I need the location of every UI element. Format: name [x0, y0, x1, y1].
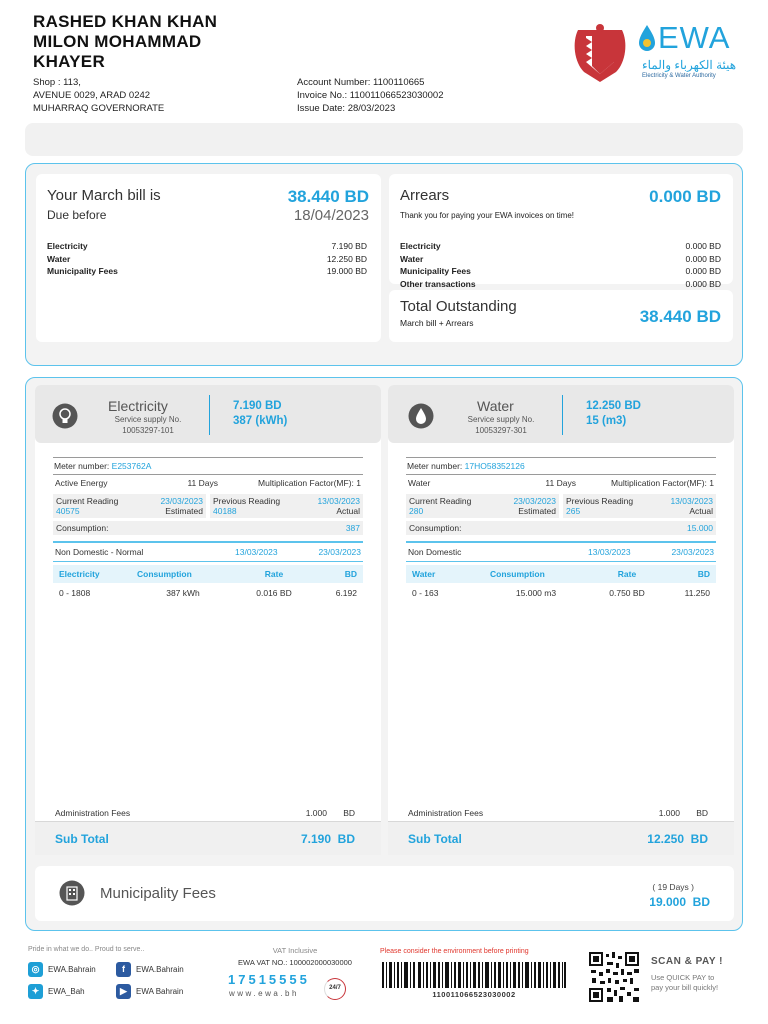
- electricity-subtotal: [35, 821, 381, 855]
- slogan: Pride in what we do.. Proud to serve..: [28, 946, 145, 953]
- customer-name-line: MILON MOHAMMAD: [33, 32, 202, 51]
- admin-fees-row: Administration Fees 1.000 BD: [408, 808, 708, 818]
- logo-arabic: هيئة الكهرباء والماء: [642, 58, 737, 72]
- tariff-table-header: Electricity Consumption Rate BD: [53, 565, 363, 583]
- details-panel: [25, 377, 743, 931]
- customer-name: [33, 12, 217, 72]
- barcode: [382, 962, 566, 988]
- water-title: Water: [477, 398, 514, 414]
- subtotal-amount: 7.190 BD: [300, 832, 355, 846]
- municipality-days: ( 19 Days ): [652, 882, 694, 892]
- arrears-card: [389, 174, 733, 289]
- lightbulb-icon: [52, 403, 78, 429]
- account-number: Account Number: 1100110665: [297, 77, 425, 88]
- water-drop-icon: [638, 24, 656, 52]
- summary-panel: [25, 163, 743, 366]
- address-line: MUHARRAQ GOVERNORATE: [33, 103, 165, 114]
- service-number: 10053297-101: [122, 426, 174, 435]
- youtube-icon: ▶: [116, 984, 131, 999]
- electricity-meter-section: Meter number: E253762A Active Energy 11 Days Multiplication Factor(MF): 1 Current Reading 23/03/2023 40575 Estimated Previous Reading 13/03/2023 40188 Actual Consumption: 387 Non Domestic - Normal 13/03/2023 23/03/2023 Electricity Consumption Rate BD 0 - 1808 387 kWh 0.016 BD 6.192: [53, 457, 363, 603]
- municipality-title: Municipality Fees: [100, 885, 216, 902]
- electricity-header: [35, 385, 381, 443]
- admin-fees-row: Administration Fees 1.000 BD: [55, 808, 355, 818]
- bahrain-emblem-icon: [570, 22, 630, 86]
- water-card: [388, 385, 734, 855]
- notice-bar: [25, 123, 743, 156]
- electricity-amount: 7.190 BD: [233, 400, 282, 412]
- bill-title: Your March bill is: [47, 187, 161, 204]
- due-label: Due before: [47, 208, 107, 222]
- current-bill-card: [36, 174, 381, 342]
- scan-pay-subtitle: Use QUICK PAY to: [651, 973, 715, 982]
- municipality-amount: 19.000 BD: [649, 895, 710, 909]
- readings-row: Current Reading 23/03/2023 280 Estimated Previous Reading 13/03/2023 265 Actual: [406, 494, 716, 518]
- due-date: 18/04/2023: [293, 207, 369, 224]
- social-link-instagram[interactable]: ◎ EWA.Bahrain: [28, 962, 96, 977]
- breakdown-row: Municipality Fees 19.000 BD: [47, 266, 367, 276]
- bill-amount: 38.440 BD: [287, 187, 369, 206]
- arrears-amount: 0.000 BD: [649, 187, 721, 206]
- address-line: AVENUE 0029, ARAD 0242: [33, 90, 151, 101]
- social-link-twitter[interactable]: ✦ EWA_Bah: [28, 984, 85, 999]
- electricity-card: [35, 385, 381, 855]
- table-row: 0 - 163 15.000 m3 0.750 BD 11.250: [412, 588, 710, 598]
- subtotal-label: Sub Total: [55, 832, 109, 846]
- vat-block: [220, 946, 370, 967]
- meter-number: E253762A: [111, 461, 152, 471]
- twitter-icon: ✦: [28, 984, 43, 999]
- vat-number: EWA VAT NO.: 100002000030000: [238, 958, 352, 967]
- arrears-row: Other transactions 0.000 BD: [400, 278, 721, 289]
- issue-date: Issue Date: 28/03/2023: [297, 103, 396, 114]
- arrears-breakdown: [400, 240, 721, 290]
- scan-pay-subtitle: pay your bill quickly!: [651, 983, 719, 992]
- total-outstanding-card: [389, 290, 733, 342]
- service-number: 10053297-301: [475, 426, 527, 435]
- arrears-title: Arrears: [400, 187, 450, 204]
- qr-code[interactable]: [589, 952, 639, 1002]
- facebook-icon: f: [116, 962, 131, 977]
- building-icon: [59, 880, 85, 906]
- service-label: Service supply No.: [114, 415, 182, 424]
- customer-name-line: KHAYER: [33, 52, 106, 71]
- logo-text: EWA: [658, 20, 731, 55]
- tariff-table-header: Water Consumption Rate BD: [406, 565, 716, 583]
- divider: [562, 395, 563, 435]
- scan-pay-title: SCAN & PAY !: [651, 956, 723, 967]
- meter-number: 17HO58352126: [464, 461, 525, 471]
- water-amount: 12.250 BD: [586, 400, 641, 412]
- service-label: Service supply No.: [467, 415, 535, 424]
- address-line: Shop : 113,: [33, 77, 81, 88]
- water-usage: 15 (m3): [586, 415, 627, 427]
- water-subtotal: [388, 821, 734, 855]
- social-link-facebook[interactable]: f EWA.Bahrain: [116, 962, 184, 977]
- account-info: [297, 76, 444, 115]
- website-link[interactable]: www.ewa.bh: [229, 989, 299, 998]
- electricity-title: Electricity: [108, 398, 168, 414]
- arrears-row: Electricity 0.000 BD: [400, 241, 721, 251]
- total-amount: 38.440 BD: [639, 307, 721, 326]
- water-drop-icon: [408, 403, 434, 429]
- environment-note: Please consider the environment before printing: [380, 948, 529, 955]
- subtotal-amount: 12.250 BD: [647, 832, 708, 846]
- ewa-logo: [570, 20, 745, 90]
- municipality-card: [35, 866, 734, 921]
- electricity-usage: 387 (kWh): [233, 415, 288, 427]
- subtotal-label: Sub Total: [408, 832, 462, 846]
- table-row: 0 - 1808 387 kWh 0.016 BD 6.192: [59, 588, 357, 598]
- total-subtitle: March bill + Arrears: [400, 318, 474, 328]
- social-link-youtube[interactable]: ▶ EWA Bahrain: [116, 984, 183, 999]
- support-24-7-icon: 24/7: [324, 978, 346, 1000]
- bill-breakdown: [47, 240, 367, 278]
- instagram-icon: ◎: [28, 962, 43, 977]
- barcode-number: 110011066523030002: [432, 990, 516, 999]
- divider: [209, 395, 210, 435]
- water-header: [388, 385, 734, 443]
- phone-number[interactable]: 17515555: [228, 972, 310, 987]
- arrears-note: Thank you for paying your EWA invoices on time!: [400, 211, 575, 220]
- breakdown-row: Water 12.250 BD: [47, 253, 367, 264]
- invoice-number: Invoice No.: 110011066523030002: [297, 90, 444, 101]
- customer-name-line: RASHED KHAN KHAN: [33, 12, 218, 31]
- total-title: Total Outstanding: [400, 298, 517, 315]
- arrears-row: Water 0.000 BD: [400, 253, 721, 264]
- logo-subtitle: Electricity & Water Authority: [642, 73, 716, 79]
- breakdown-row: Electricity 7.190 BD: [47, 241, 367, 251]
- vat-inclusive: VAT Inclusive: [272, 946, 318, 955]
- arrears-row: Municipality Fees 0.000 BD: [400, 266, 721, 276]
- readings-row: Current Reading 23/03/2023 40575 Estimated Previous Reading 13/03/2023 40188 Actual: [53, 494, 363, 518]
- customer-address: [33, 76, 164, 115]
- water-meter-section: Meter number: 17HO58352126 Water 11 Days Multiplication Factor(MF): 1 Current Reading 23/03/2023 280 Estimated Previous Reading 13/03/2023 265 Actual Consumption: 15.000 Non Domestic 13/03/2023 23/03/2023 Water Consumption Rate BD 0 - 163 15.000 m3 0.750 BD 11.250: [406, 457, 716, 603]
